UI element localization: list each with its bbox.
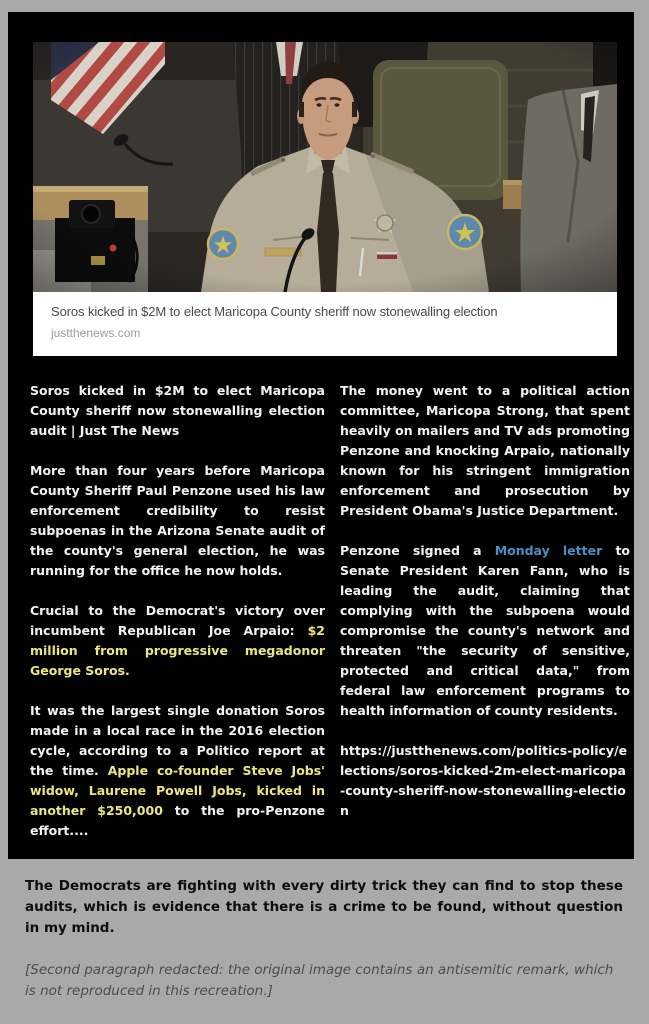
article-paragraph: https://justthenews.com/politics-policy/elections/soros-kicked-2m-elect-maricopa-county-sheriff-now-stonewalling-election [340, 743, 628, 818]
commentary-paragraph: The Democrats are fighting with every dirty trick they can find to stop these audits, which is evidence that there is a crime to be found, without question in my mind. [25, 878, 623, 936]
article-right-column [340, 381, 630, 861]
news-link-card [33, 42, 617, 356]
article-paragraph: The money went to a political action committee, Maricopa Strong, that spent heavily on mailers and TV ads promoting Penzone and knocking Arpaio, nationally known for his stringent immigration enforcement and prosecution by President Obama's Justice Department. [340, 383, 630, 518]
redacted-content-notice: [Second paragraph redacted: the original image contains an antisemitic remark, which is not reproduced in this recreation.] [25, 962, 614, 999]
article-paragraph: Soros kicked in $2M to elect Maricopa County sheriff now stonewalling election audit | Just The News [30, 383, 325, 438]
article-left-column [30, 381, 325, 861]
news-card-caption [33, 292, 617, 356]
post-image-panel [8, 12, 634, 859]
press-conference-photo [33, 42, 617, 292]
news-source: justthenews.com [51, 326, 141, 340]
commentary-section [25, 876, 623, 1023]
article-paragraph: Crucial to the Democrat's victory over incumbent Republican Joe Arpaio: $2 million from progressive megadonor George Soros. [30, 603, 325, 678]
article-paragraph: It was the largest single donation Soros made in a local race in the 2016 election cycle, according to a Politico report at the time. Apple co-founder Steve Jobs' widow, Laurene Powell Jobs, kicked in another $250,000 to the pro-Penzone effort.... [30, 703, 325, 838]
article-paragraph: Penzone signed a Monday letter to Senate President Karen Fann, who is leading the audit, claiming that complying with the subpoena would compromise the county's network and threaten "the security of sensitive, protected and critical data," from federal law enforcement programs to health information of county residents. [340, 543, 631, 718]
news-headline: Soros kicked in $2M to elect Maricopa County sheriff now stonewalling election [51, 304, 498, 319]
article-text [30, 381, 630, 861]
article-paragraph: More than four years before Maricopa County Sheriff Paul Penzone used his law enforcement credibility to resist subpoenas in the Arizona Senate audit of the county's general election, he was running for the office he now holds. [30, 463, 325, 578]
